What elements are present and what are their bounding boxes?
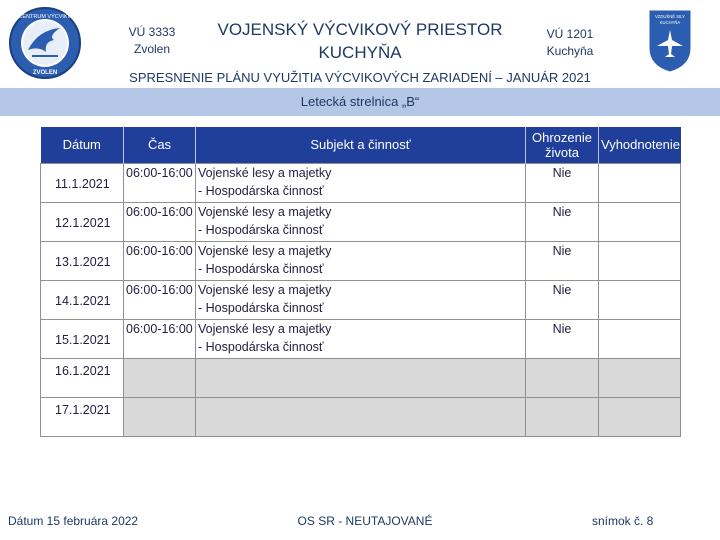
- table-header-row: [41, 127, 681, 163]
- footer-classification: OS SR - NEUTAJOVANÉ: [297, 514, 433, 528]
- cell-risk: [526, 358, 599, 397]
- cell-date: 11.1.2021: [41, 163, 124, 202]
- col-header-evaluation: Vyhodnotenie: [599, 127, 681, 163]
- subject-line-2: - Hospodárska činnosť: [198, 222, 324, 237]
- title-line-2: KUCHYŇA: [318, 43, 402, 62]
- unit-right: [530, 26, 610, 60]
- cell-risk: [526, 397, 599, 436]
- subject-line-1: Vojenské lesy a majetky: [198, 321, 332, 336]
- subject-line-2: - Hospodárska činnosť: [198, 300, 324, 315]
- col-header-date: Dátum: [41, 127, 124, 163]
- cell-subject: [196, 202, 526, 241]
- cell-subject: [196, 280, 526, 319]
- footer-slide-number: snímok č. 8: [592, 514, 654, 528]
- cell-time: 06:00-16:00: [124, 319, 196, 358]
- cell-subject: [196, 241, 526, 280]
- cell-date: 17.1.2021: [41, 397, 124, 436]
- shield-text-bottom: KUCHYŇA: [659, 20, 681, 25]
- cell-risk: Nie: [526, 163, 599, 202]
- emblem-text-bottom: ZVOLEN: [32, 70, 58, 76]
- subject-line-1: Vojenské lesy a majetky: [198, 282, 332, 297]
- footer-date: Dátum 15 februára 2022: [8, 514, 139, 528]
- cell-date: 16.1.2021: [41, 358, 124, 397]
- col-header-risk: Ohrozenie života: [526, 127, 599, 163]
- cell-date: 14.1.2021: [41, 280, 124, 319]
- cell-risk: Nie: [526, 280, 599, 319]
- cell-evaluation: [599, 397, 681, 436]
- subject-line-1: Vojenské lesy a majetky: [198, 165, 332, 180]
- page-title: [210, 18, 510, 64]
- cell-time: 06:00-16:00: [124, 202, 196, 241]
- subject-line-1: Vojenské lesy a majetky: [198, 243, 332, 258]
- table-row: [41, 241, 681, 280]
- cell-evaluation: [599, 319, 681, 358]
- cell-evaluation: [599, 280, 681, 319]
- table-row: [41, 397, 681, 436]
- cell-time: 06:00-16:00: [124, 280, 196, 319]
- schedule-table-wrapper: [40, 127, 680, 437]
- cell-time: 06:00-16:00: [124, 241, 196, 280]
- table-row: [41, 202, 681, 241]
- cell-time: [124, 358, 196, 397]
- subject-line-2: - Hospodárska činnosť: [198, 339, 324, 354]
- cell-subject: [196, 397, 526, 436]
- table-row: [41, 319, 681, 358]
- col-header-time: Čas: [124, 127, 196, 163]
- table-row: [41, 163, 681, 202]
- cell-evaluation: [599, 358, 681, 397]
- cell-evaluation: [599, 163, 681, 202]
- cell-subject: [196, 358, 526, 397]
- unit-left: [112, 24, 192, 58]
- plan-subtitle: SPRESNENIE PLÁNU VYUŽITIA VÝCVIKOVÝCH ZARIADENÍ – JANUÁR 2021: [129, 70, 591, 85]
- unit-right-code: VÚ 1201: [546, 27, 594, 41]
- unit-left-code: VÚ 3333: [128, 25, 176, 39]
- col-header-subject: Subjekt a činnosť: [196, 127, 526, 163]
- cell-risk: Nie: [526, 202, 599, 241]
- unit-right-city: Kuchyňa: [546, 44, 594, 58]
- cell-date: 15.1.2021: [41, 319, 124, 358]
- shield-text-top: VZDUŠNÉ SILY: [655, 14, 685, 19]
- subject-line-1: Vojenské lesy a majetky: [198, 204, 332, 219]
- cell-date: 12.1.2021: [41, 202, 124, 241]
- table-row: [41, 280, 681, 319]
- cell-risk: Nie: [526, 241, 599, 280]
- cell-date: 13.1.2021: [41, 241, 124, 280]
- air-force-shield-emblem: [647, 8, 693, 74]
- emblem-text-top: CENTRUM VÝCVIKU: [18, 14, 72, 20]
- cell-evaluation: [599, 202, 681, 241]
- section-band: Letecká strelnica „B“: [0, 88, 720, 116]
- table-row: [41, 358, 681, 397]
- cell-time: [124, 397, 196, 436]
- cell-subject: [196, 319, 526, 358]
- cell-evaluation: [599, 241, 681, 280]
- cell-time: 06:00-16:00: [124, 163, 196, 202]
- title-line-1: VOJENSKÝ VÝCVIKOVÝ PRIESTOR: [217, 20, 503, 39]
- subject-line-2: - Hospodárska činnosť: [198, 261, 324, 276]
- cell-subject: [196, 163, 526, 202]
- training-center-emblem: [8, 6, 82, 80]
- schedule-table: [40, 127, 681, 437]
- unit-left-city: Zvolen: [133, 42, 171, 56]
- subject-line-2: - Hospodárska činnosť: [198, 183, 324, 198]
- cell-risk: Nie: [526, 319, 599, 358]
